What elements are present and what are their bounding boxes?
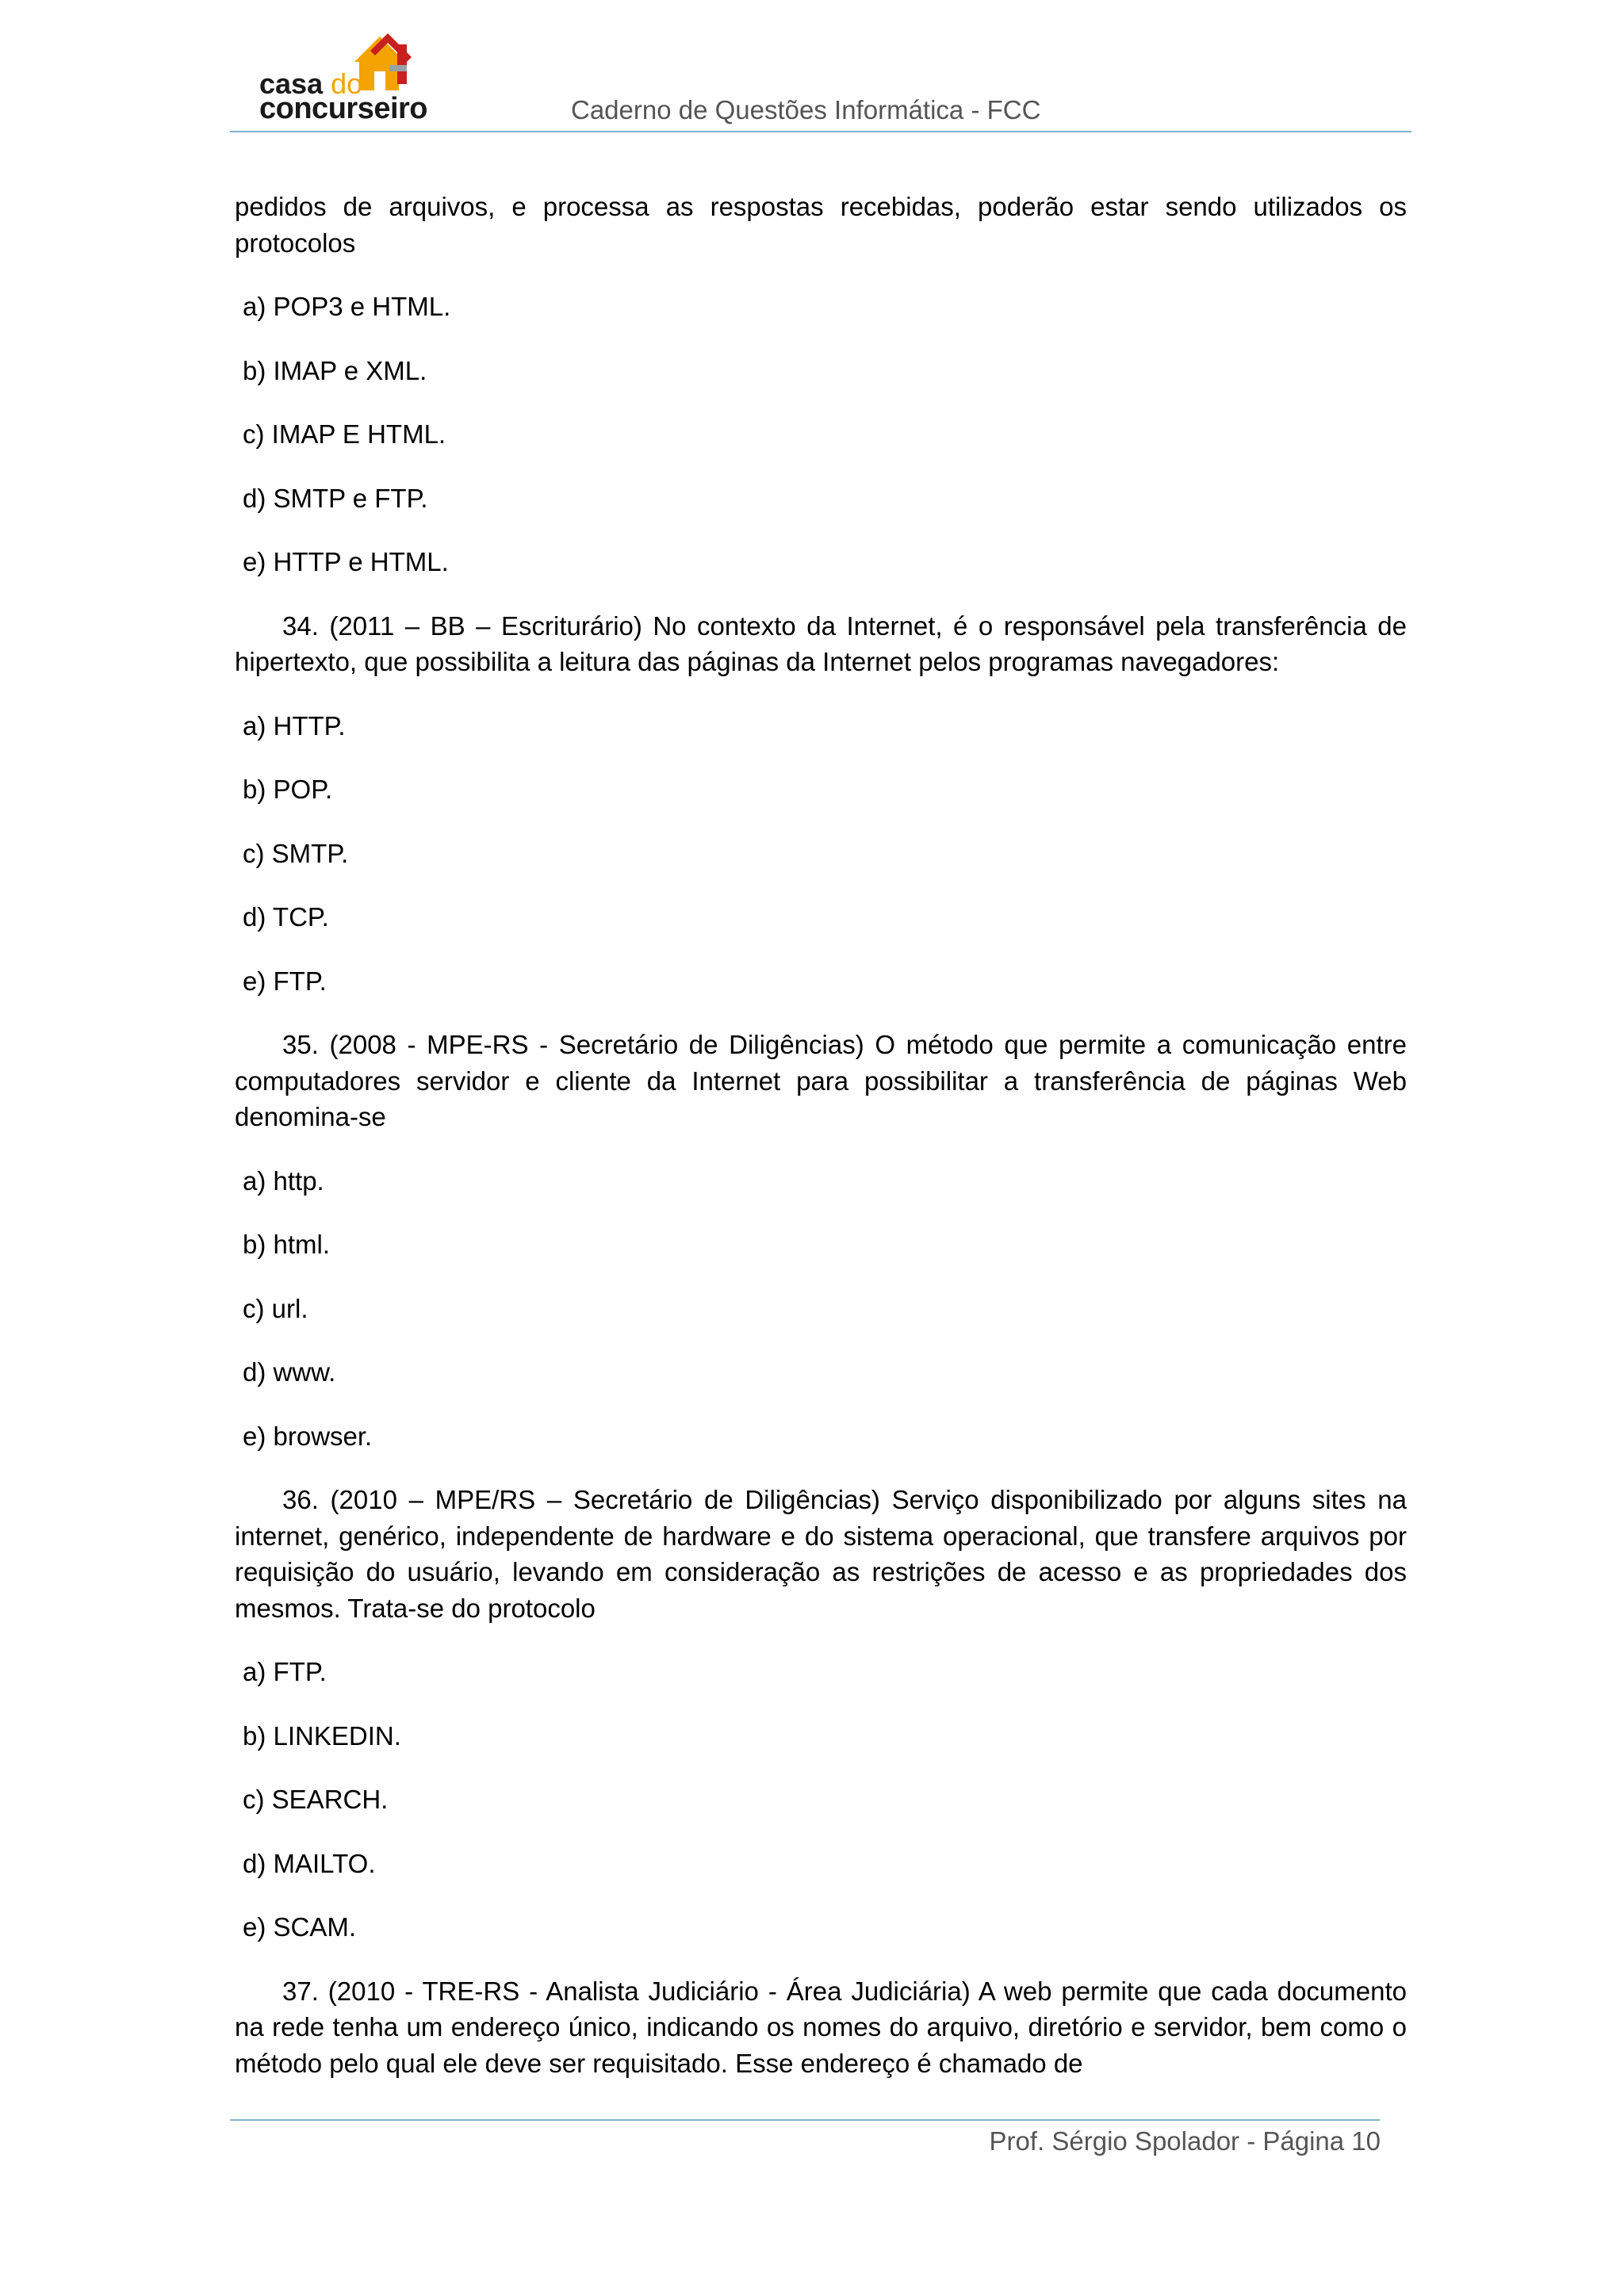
answer-option: c) SEARCH. — [243, 1785, 389, 1814]
answer-option: a) http. — [243, 1165, 324, 1196]
question-36: 36. (2010 – MPE/RS – Secretário de Diligências) Serviço disponibilizado por alguns sites na internet, genérico, independente de hardware e do sistema operacional, que transfere arquivos por requisição do usuário, levando em consideração as restrições de acesso e as propriedades dos mesmos. Trata-se do protocolo — [235, 1485, 1407, 1623]
answer-option: d) www. — [243, 1357, 336, 1387]
logo-text-concurseiro: concurseiro — [259, 92, 428, 125]
answer-option: e) SCAM. — [243, 1912, 357, 1942]
answer-option: e) browser. — [243, 1421, 373, 1451]
question-35: 35. (2008 - MPE-RS - Secretário de Diligências) O método que permite a comunicação entre computadores servidor e cliente da Internet para possibilitar a transferência de páginas Web denomina-se — [235, 1030, 1407, 1131]
answer-option: d) MAILTO. — [243, 1848, 376, 1878]
logo-text-casa: casa do — [259, 67, 363, 100]
question-34: 34. (2011 – BB – Escriturário) No contexto da Internet, é o responsável pela transferência de hipertexto, que possibilita a leitura das páginas da Internet pelos programas navegadores: — [235, 610, 1407, 676]
answer-option: d) SMTP e FTP. — [243, 483, 428, 513]
answer-option: b) IMAP e XML. — [243, 355, 427, 385]
page-footer: Prof. Sérgio Spolador - Página 10 — [989, 2126, 1381, 2156]
answer-option: a) HTTP. — [243, 710, 346, 740]
footer-divider — [230, 2119, 1380, 2121]
questions-body — [235, 189, 1407, 2109]
document-title: Caderno de Questões Informática - FCC — [571, 95, 1041, 124]
answer-option: b) POP. — [243, 775, 333, 804]
answer-option: b) html. — [243, 1230, 331, 1259]
answer-option: e) FTP. — [243, 966, 327, 996]
answer-option: a) FTP. — [243, 1657, 327, 1686]
question-continuation: pedidos de arquivos, e processa as respostas recebidas, poderão estar sendo utilizados os protocolos — [235, 192, 1407, 258]
answer-option: a) POP3 e HTML. — [243, 292, 451, 321]
casa-do-concurseiro-logo — [258, 30, 428, 125]
question-37: 37. (2010 - TRE-RS - Analista Judiciário - Área Judiciária) A web permite que cada documento na rede tenha um endereço único, indicando os nomes do arquivo, diretório e servidor, bem como o método pelo qual ele deve ser requisitado. Esse endereço é chamado de — [235, 1976, 1407, 2078]
answer-option: b) LINKEDIN. — [243, 1720, 401, 1751]
answer-option: c) url. — [243, 1293, 308, 1323]
answer-option: d) TCP. — [243, 902, 329, 932]
answer-option: c) IMAP E HTML. — [243, 419, 446, 449]
answer-option: c) SMTP. — [243, 838, 349, 868]
header-divider — [230, 131, 1411, 132]
answer-option: e) HTTP e HTML. — [243, 547, 449, 576]
